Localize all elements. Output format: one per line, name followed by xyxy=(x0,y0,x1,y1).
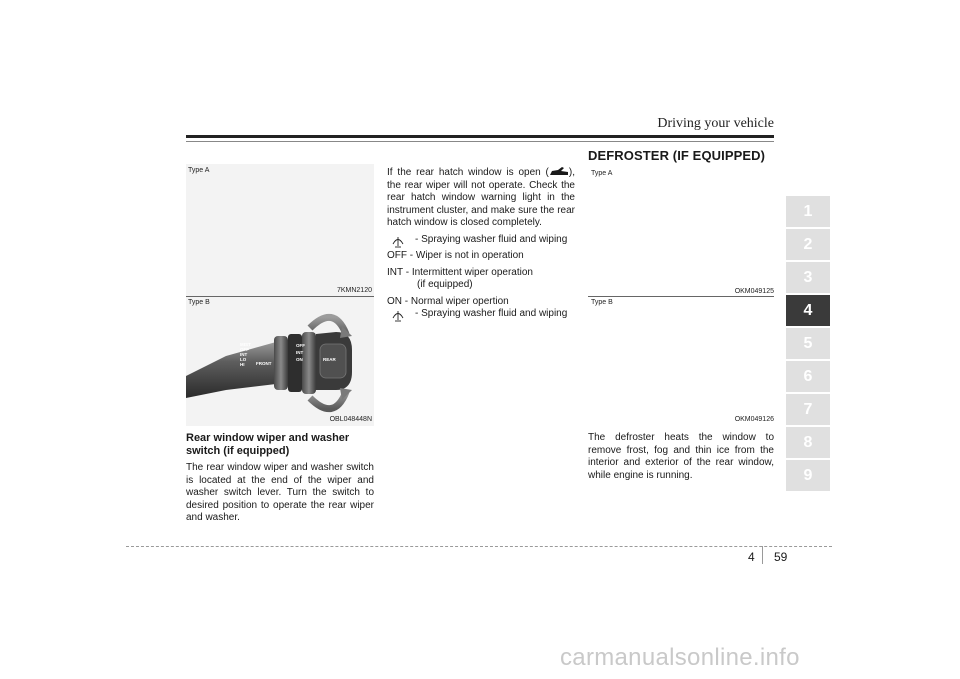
defroster-paragraph: The defroster heats the window to remove frost, fog and thin ice from the interior and exterior of the rear window, while engine is running. xyxy=(588,432,774,481)
footer-divider xyxy=(762,546,763,564)
chapter-tab-3[interactable]: 3 xyxy=(786,262,830,293)
off-mode-line: OFF - Wiper is not in operation xyxy=(387,250,524,261)
section-title: DEFROSTER (IF EQUIPPED) xyxy=(588,148,766,163)
lever-front-label: FRONT xyxy=(256,361,272,366)
lever-front-labels xyxy=(240,342,251,367)
footer-page-number: 59 xyxy=(774,550,788,564)
lever-label: ON xyxy=(296,357,303,362)
lever-label: INT xyxy=(240,352,248,357)
chapter-tab-5[interactable]: 5 xyxy=(786,328,830,359)
lever-label: HI xyxy=(240,362,245,367)
intro-start: If the rear hatch window is open ( xyxy=(387,167,549,178)
chapter-tab-4[interactable]: 4 xyxy=(786,295,830,326)
chapter-tab-6[interactable]: 6 xyxy=(786,361,830,392)
chapter-tab-8[interactable]: 8 xyxy=(786,427,830,458)
spray-mode-line xyxy=(387,234,575,247)
spray-mode-text: - Spraying washer fluid and wiping xyxy=(415,308,568,319)
figure-type-a-left xyxy=(186,164,374,298)
subsection-heading: Rear window wiper and washer switch (if equipped) xyxy=(186,432,350,457)
figure-divider xyxy=(186,296,374,297)
lever-label: INT xyxy=(296,350,304,355)
figure-code: OKM049126 xyxy=(734,416,774,423)
washer-spray-icon xyxy=(391,308,405,322)
spray-mode-line xyxy=(387,308,575,321)
figure-code: 7KMN2120 xyxy=(336,287,372,294)
figure-type-label: Type B xyxy=(591,299,613,306)
lever-rear-label: REAR xyxy=(323,357,336,362)
header-rule xyxy=(186,135,774,138)
figure-divider xyxy=(588,296,774,297)
footer-chapter-number: 4 xyxy=(748,550,755,564)
chapter-tab-2[interactable]: 2 xyxy=(786,229,830,260)
figure-type-label: Type A xyxy=(188,167,210,174)
figure-code: OBL048448N xyxy=(329,416,372,423)
lever-label: OFF xyxy=(296,343,305,348)
intro-paragraph xyxy=(387,167,575,230)
watermark: carmanualsonline.info xyxy=(560,644,800,671)
lever-label: MIST xyxy=(240,342,251,347)
chapter-tab-7[interactable]: 7 xyxy=(786,394,830,425)
lever-label: OFF xyxy=(240,347,249,352)
lever-rear-labels xyxy=(296,342,305,363)
lever-label: LO xyxy=(240,357,247,362)
figure-code: OKM049125 xyxy=(734,288,774,295)
figure-type-label: Type A xyxy=(591,170,613,177)
footer-rule xyxy=(126,546,832,547)
header-rule-thin xyxy=(186,141,774,142)
washer-spray-icon xyxy=(391,234,405,248)
on-mode-line: ON - Normal wiper opertion xyxy=(387,295,509,307)
intro-end: ), the rear wiper will not operate. Check the rear hatch window warning light in the instrument cluster, and make sure the rear hatch window is closed completely. xyxy=(387,167,575,228)
body-paragraph: The rear window wiper and washer switch is located at the end of the wiper and washer switch lever. Turn the switch to desired position to operate the rear wiper and washer. xyxy=(186,462,374,523)
chapter-tab-1[interactable]: 1 xyxy=(786,196,830,227)
rear-hatch-open-icon xyxy=(549,167,569,176)
int-mode-line: INT - Intermittent wiper operation xyxy=(387,266,533,278)
figure-type-label: Type B xyxy=(188,299,210,306)
chapter-tab-9[interactable]: 9 xyxy=(786,460,830,491)
wiper-modes-text xyxy=(387,167,575,321)
running-header: Driving your vehicle xyxy=(657,116,774,131)
spray-mode-text: - Spraying washer fluid and wiping xyxy=(415,233,568,245)
wiper-lever-illustration xyxy=(186,298,374,426)
int-mode-note: (if equipped) xyxy=(417,279,473,290)
